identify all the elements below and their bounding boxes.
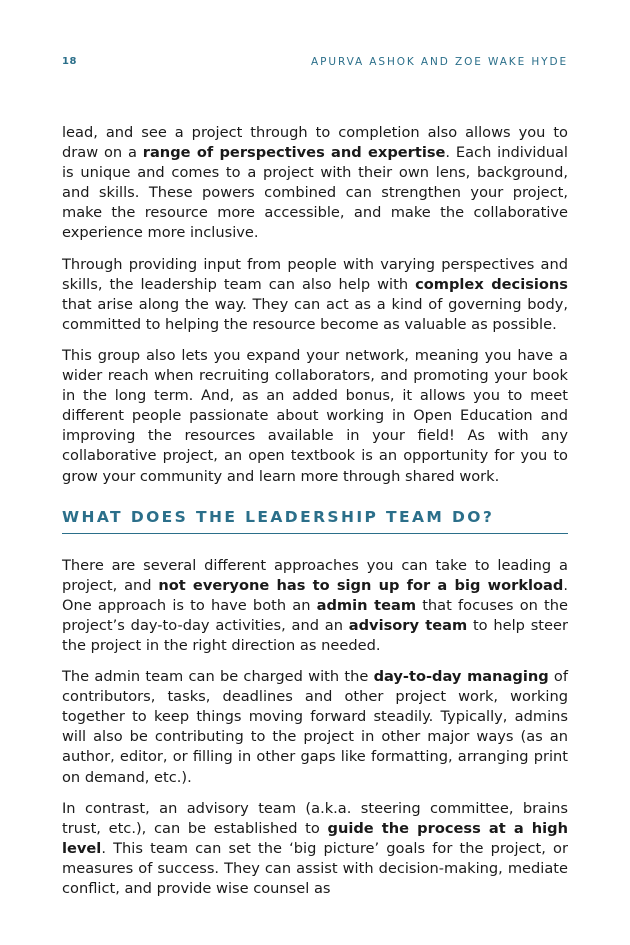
paragraph	[62, 255, 568, 335]
text-run: . This team can set the ‘big picture’ goals for the project, or measures of success. They can assist with decision-making, mediate conflict, and provide wise counsel as	[62, 839, 568, 897]
paragraph	[62, 556, 568, 656]
bold-text-run: guide the process at a high level	[62, 819, 569, 857]
page-body	[62, 123, 568, 910]
text-run: to help steer the project in the right direction as needed.	[62, 616, 568, 654]
running-head: APURVA ASHOK AND ZOE WAKE HYDE	[311, 56, 568, 68]
page-number: 18	[62, 56, 77, 67]
section-heading: WHAT DOES THE LEADERSHIP TEAM DO?	[62, 508, 568, 534]
text-run: that arise along the way. They can act as a kind of governing body, committed to helping the resource become as valuable as possible.	[62, 295, 568, 333]
paragraph	[62, 123, 568, 244]
bold-text-run: complex decisions	[415, 275, 568, 293]
text-run: . Each individual is unique and comes to a project with their own lens, background, and skills. These powers combined can strengthen your project, make the resource more accessible, and make the collaborative experience more inclusive.	[62, 144, 568, 242]
text-run: The admin team can be charged with the	[62, 668, 374, 686]
bold-text-run: advisory team	[348, 616, 468, 634]
text-run: . One approach is to have both an	[62, 576, 568, 614]
paragraph	[62, 667, 568, 788]
text-run: that focuses on the project’s day-to-day activities, and an	[62, 596, 568, 634]
text-run: lead, and see a project through to completion also allows you to draw on a	[62, 124, 568, 162]
text-run: Through providing input from people with varying perspectives and skills, the leadership team can also help with	[62, 255, 568, 293]
bold-text-run: admin team	[316, 596, 417, 614]
bold-text-run: not everyone has to sign up for a big workload	[158, 576, 564, 594]
bold-text-run: range of perspectives and expertise	[142, 144, 446, 162]
text-run: of contributors, tasks, deadlines and other project work, working together to keep things moving forward steadily. Typically, admins will also be contributing to the project in other major ways (as an author, editor, or filling in other gaps like formatting, arranging print on demand, etc.).	[62, 668, 568, 786]
bold-text-run: day-to-day managing	[373, 668, 549, 686]
text-run: In contrast, an advisory team (a.k.a. steering committee, brains trust, etc.), can be established to	[62, 799, 568, 837]
text-run: There are several different approaches you can take to leading a project, and	[62, 556, 568, 594]
paragraph	[62, 799, 568, 899]
paragraph	[62, 346, 568, 487]
page-header	[62, 54, 568, 72]
text-run: This group also lets you expand your network, meaning you have a wider reach when recruiting collaborators, and promoting your book in the long term. And, as an added bonus, it allows you to meet different people passionate about working in Open Education and improving the resources available in your field! As with any collaborative project, an open textbook is an opportunity for you to grow your community and learn more through shared work.	[62, 346, 568, 485]
